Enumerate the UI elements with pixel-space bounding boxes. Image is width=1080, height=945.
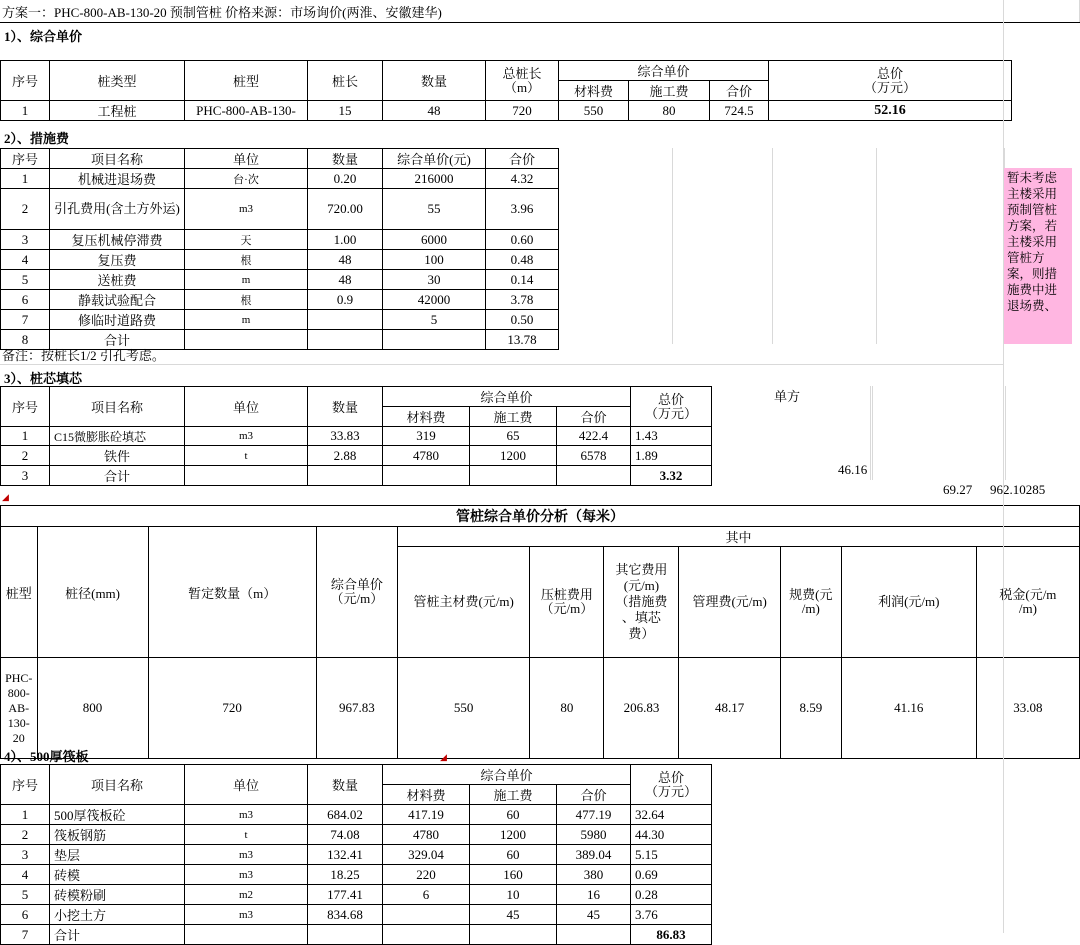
cell-sub [557, 466, 631, 486]
cell-marker-icon: ◢ [2, 492, 9, 502]
cell-qty [308, 310, 383, 330]
cell-pile-model: PHC-800-AB-130- [185, 101, 308, 121]
cell-labor: 65 [470, 427, 557, 446]
th-total-length-line2: （m） [503, 79, 541, 95]
cell-material: 4780 [383, 446, 470, 466]
cell-seq: 2 [1, 446, 50, 466]
th-material: 材料费 [383, 785, 470, 805]
cell-total: 1.89 [631, 446, 712, 466]
right-grid-line [1003, 0, 1004, 933]
doc-header-table [0, 0, 1080, 23]
cell-qty [308, 466, 383, 486]
cell-seq: 7 [1, 925, 50, 945]
cell-unit [185, 466, 308, 486]
cell-price: 55 [383, 189, 486, 230]
section2-remark: 备注：按桩长1/2 引孔考虑。 [2, 348, 165, 363]
cell-price [383, 330, 486, 350]
th-profit: 利润(元/m) [841, 547, 976, 658]
cell-pile-type-l4: 130- [7, 715, 30, 730]
cell-labor: 60 [470, 845, 557, 865]
th-diameter: 桩径(mm) [37, 527, 148, 658]
cell-qty: 2.88 [308, 446, 383, 466]
cell-total: 0.28 [631, 885, 712, 905]
grid-col [872, 386, 1006, 480]
cell-seq: 6 [1, 290, 50, 310]
cell-qty: 834.68 [308, 905, 383, 925]
th-seq: 序号 [1, 61, 50, 101]
cell-total: 52.16 [769, 101, 1012, 121]
th-unit-cube: 单方 [774, 389, 801, 404]
th-management [679, 547, 780, 658]
cell-sub: 13.78 [486, 330, 559, 350]
cell-price: 5 [383, 310, 486, 330]
cell-item-name: 砖模粉刷 [50, 885, 185, 905]
section4-table [0, 505, 1080, 759]
cell-total-length: 720 [486, 101, 559, 121]
th-other-l1: 其它费用 [615, 562, 668, 577]
th-seq: 序号 [1, 387, 50, 427]
grid-separator [672, 148, 673, 344]
cell-unit: m [185, 310, 308, 330]
cell-sub: 0.48 [486, 250, 559, 270]
cell-seq: 4 [1, 250, 50, 270]
cell-sub: 0.50 [486, 310, 559, 330]
cell-material: 319 [383, 427, 470, 446]
cell-item-name: 合计 [50, 925, 185, 945]
cell-unit: m2 [185, 885, 308, 905]
cell-marker-icon: ◢ [440, 752, 447, 762]
cell-regulatory: 8.59 [780, 658, 841, 759]
cell-sub [557, 925, 631, 945]
cell-total: 0.69 [631, 865, 712, 885]
th-quantity: 数量 [383, 61, 486, 101]
th-quantity: 数量 [308, 387, 383, 427]
cell-unit [185, 330, 308, 350]
side-note: 暂未考虑主楼采用预制管桩方案，若主楼采用管桩方案，则措施费中进退场费、 [1004, 168, 1072, 344]
th-unit: 单位 [185, 765, 308, 805]
cell-item-name: 砖模 [50, 865, 185, 885]
cell-item-name: 筏板钢筋 [50, 825, 185, 845]
cell-unit: m3 [185, 905, 308, 925]
cell-qty [308, 925, 383, 945]
th-pressing-l1: 压桩费用 [540, 587, 593, 602]
cell-sub: 422.4 [557, 427, 631, 446]
cell-seq: 4 [1, 865, 50, 885]
cell-seq: 7 [1, 310, 50, 330]
cell-seq: 5 [1, 270, 50, 290]
th-regulatory-l1: 规费(元 [789, 587, 833, 602]
cell-material: 329.04 [383, 845, 470, 865]
cell-sub: 0.14 [486, 270, 559, 290]
th-total-line1: 总价 [657, 769, 684, 785]
th-pressing [530, 547, 604, 658]
cell-seq: 6 [1, 905, 50, 925]
cell-unit: t [185, 825, 308, 845]
th-pile-type: 桩类型 [50, 61, 185, 101]
cell-pile-type-l5: 20 [12, 730, 25, 745]
cell-comp-price: 967.83 [316, 658, 397, 759]
cell-item-name: 小挖土方 [50, 905, 185, 925]
th-pile-model: 桩型 [185, 61, 308, 101]
cell-item-name: 机械进退场费 [50, 169, 185, 189]
cell-labor: 45 [470, 905, 557, 925]
cell-qty: 74.08 [308, 825, 383, 845]
cell-main-material: 550 [398, 658, 530, 759]
cell-sub: 16 [557, 885, 631, 905]
cell-item-name: 引孔费用(含土方外运) [50, 189, 185, 230]
th-comp-price-l2: （元/m） [330, 591, 384, 606]
cell-qty: 33.83 [308, 427, 383, 446]
extra-value-1: 69.27 [943, 482, 973, 497]
cell-seq: 8 [1, 330, 50, 350]
th-regulatory [780, 547, 841, 658]
cell-item-name: C15微膨胀砼填芯 [50, 427, 185, 446]
th-comp-price-group: 综合单价 [383, 765, 631, 785]
section3-table [0, 386, 712, 486]
cell-provisional-qty: 720 [148, 658, 316, 759]
cell-labor: 80 [629, 101, 710, 121]
th-regulatory-l2: /m) [801, 601, 820, 616]
th-comp-price-group: 综合单价 [383, 387, 631, 407]
th-quantity: 数量 [308, 765, 383, 805]
cell-seq: 3 [1, 845, 50, 865]
cell-total: 5.15 [631, 845, 712, 865]
section5-title: 4）、500厚筏板 [4, 749, 89, 764]
th-total [631, 387, 712, 427]
th-quantity: 数量 [308, 149, 383, 169]
cell-qty: 177.41 [308, 885, 383, 905]
th-total-line2: （万元） [644, 783, 697, 799]
cell-qty: 0.20 [308, 169, 383, 189]
cell-material [383, 466, 470, 486]
cell-price: 6000 [383, 230, 486, 250]
section2-title: 2）、措施费 [4, 131, 70, 146]
cell-pile-type-l2: 800- [7, 685, 30, 700]
cell-seq: 1 [1, 169, 50, 189]
cell-total: 1.43 [631, 427, 712, 446]
cell-seq: 3 [1, 230, 50, 250]
cell-seq: 5 [1, 885, 50, 905]
th-provisional-qty: 暂定数量（m） [148, 527, 316, 658]
th-other-l5: 费） [628, 626, 655, 641]
th-material: 材料费 [559, 81, 629, 101]
cell-other: 206.83 [604, 658, 679, 759]
th-labor: 施工费 [470, 785, 557, 805]
cell-unit: m3 [185, 805, 308, 825]
cell-unit [185, 925, 308, 945]
cell-seq: 3 [1, 466, 50, 486]
cell-sub: 3.96 [486, 189, 559, 230]
th-pile-length: 桩长 [308, 61, 383, 101]
doc-header-text: 方案一：PHC-800-AB-130-20 预制管桩 价格来源：市场询价(两淮、安徽建华) [0, 0, 1003, 23]
cell-sub: 3.78 [486, 290, 559, 310]
th-main-material: 管桩主材费(元/m) [398, 547, 530, 658]
th-unit: 单位 [185, 387, 308, 427]
th-comp-price: 综合单价(元) [383, 149, 486, 169]
th-other-l2: (元/m) [623, 578, 660, 593]
cell-price: 42000 [383, 290, 486, 310]
section1-title: 1）、综合单价 [4, 29, 83, 44]
cell-item-name: 修临时道路费 [50, 310, 185, 330]
cell-item-name: 复压费 [50, 250, 185, 270]
cell-item-name: 500厚筏板砼 [50, 805, 185, 825]
cell-sub: 380 [557, 865, 631, 885]
th-subtotal: 合价 [486, 149, 559, 169]
cell-item-name: 合计 [50, 466, 185, 486]
cell-unit: 台·次 [185, 169, 308, 189]
cell-sub: 6578 [557, 446, 631, 466]
cell-total: 32.64 [631, 805, 712, 825]
cell-sub: 389.04 [557, 845, 631, 865]
cell-management: 48.17 [679, 658, 780, 759]
cell-qty [308, 330, 383, 350]
cell-price: 30 [383, 270, 486, 290]
cell-unit: 根 [185, 250, 308, 270]
th-subtotal: 合价 [557, 785, 631, 805]
th-pile-type: 桩型 [1, 527, 38, 658]
th-other [604, 547, 679, 658]
cell-tax: 33.08 [976, 658, 1079, 759]
cell-material: 550 [559, 101, 629, 121]
cell-unit: m3 [185, 427, 308, 446]
th-item-name: 项目名称 [50, 387, 185, 427]
grid-area-right [600, 148, 1005, 344]
cell-qty: 132.41 [308, 845, 383, 865]
cell-material [383, 905, 470, 925]
cell-total: 86.83 [631, 925, 712, 945]
cell-profit: 41.16 [841, 658, 976, 759]
cell-pile-type-l3: AB- [8, 700, 30, 715]
cell-unit: m3 [185, 845, 308, 865]
th-total-line2: （万元） [863, 79, 916, 95]
extra-value-2: 962.10285 [990, 482, 1046, 497]
cell-item-name: 静载试验配合 [50, 290, 185, 310]
cell-item-name: 合计 [50, 330, 185, 350]
section4-title: 管桩综合单价分析（每米） [1, 506, 1080, 527]
cell-seq: 2 [1, 189, 50, 230]
cell-unit-cube-value: 46.16 [838, 462, 868, 477]
cell-labor: 60 [470, 805, 557, 825]
cell-unit: m3 [185, 865, 308, 885]
cell-item-name: 复压机械停滞费 [50, 230, 185, 250]
remark-divider [0, 364, 1003, 365]
th-tax [976, 547, 1079, 658]
cell-item-name: 垫层 [50, 845, 185, 865]
grid-separator [772, 148, 773, 344]
cell-labor [470, 466, 557, 486]
th-total-length [486, 61, 559, 101]
cell-sub: 4.32 [486, 169, 559, 189]
th-item-name: 项目名称 [50, 765, 185, 805]
cell-labor: 1200 [470, 446, 557, 466]
cell-material [383, 925, 470, 945]
cell-subtotal: 724.5 [710, 101, 769, 121]
th-seq: 序号 [1, 765, 50, 805]
th-unit: 单位 [185, 149, 308, 169]
th-labor: 施工费 [470, 407, 557, 427]
th-labor: 施工费 [629, 81, 710, 101]
cell-labor [470, 925, 557, 945]
th-management-l1: 管理费(元/m) [692, 594, 767, 609]
th-total [769, 61, 1012, 101]
cell-labor: 160 [470, 865, 557, 885]
cell-quantity: 48 [383, 101, 486, 121]
cell-unit: m3 [185, 189, 308, 230]
th-total-line1: 总价 [657, 391, 684, 407]
cell-pressing: 80 [530, 658, 604, 759]
cell-diameter: 800 [37, 658, 148, 759]
th-comp-price-group: 综合单价 [559, 61, 769, 81]
th-tax-l1: 税金(元/m [999, 587, 1057, 602]
cell-seq: 1 [1, 805, 50, 825]
cell-unit: m [185, 270, 308, 290]
cell-unit: t [185, 446, 308, 466]
cell-seq: 1 [1, 101, 50, 121]
cell-sub: 5980 [557, 825, 631, 845]
cell-total: 44.30 [631, 825, 712, 845]
cell-qty: 48 [308, 250, 383, 270]
cell-material: 417.19 [383, 805, 470, 825]
cell-unit: 天 [185, 230, 308, 250]
th-total-line2: （万元） [644, 405, 697, 421]
cell-sub: 45 [557, 905, 631, 925]
grid-separator [876, 148, 877, 344]
cell-price: 216000 [383, 169, 486, 189]
cell-pile-type: 工程桩 [50, 101, 185, 121]
th-total-length-line1: 总桩长 [502, 65, 542, 81]
cell-labor: 1200 [470, 825, 557, 845]
th-item-name: 项目名称 [50, 149, 185, 169]
cell-seq: 1 [1, 427, 50, 446]
th-other-l3: （措施费 [615, 594, 668, 609]
cell-qty: 0.9 [308, 290, 383, 310]
cell-seq: 2 [1, 825, 50, 845]
cell-price: 100 [383, 250, 486, 270]
cell-qty: 18.25 [308, 865, 383, 885]
th-comp-price-l1: 综合单价 [330, 577, 383, 592]
th-tax-l2: /m) [1018, 601, 1037, 616]
section2-table [0, 148, 559, 350]
cell-material: 6 [383, 885, 470, 905]
th-subtotal: 合价 [710, 81, 769, 101]
cell-item-name: 铁件 [50, 446, 185, 466]
cell-unit: 根 [185, 290, 308, 310]
th-total-line1: 总价 [876, 65, 903, 81]
th-other-l4: 、填芯 [621, 610, 661, 625]
cell-qty: 48 [308, 270, 383, 290]
cell-sub: 477.19 [557, 805, 631, 825]
th-comp-price [316, 527, 397, 658]
cell-qty: 1.00 [308, 230, 383, 250]
cell-pile-type-l1: PHC- [5, 670, 33, 685]
cell-qty: 684.02 [308, 805, 383, 825]
th-pressing-l2: （元/m） [540, 601, 594, 616]
th-seq: 序号 [1, 149, 50, 169]
cell-item-name: 送桩费 [50, 270, 185, 290]
section3-title: 3）、桩芯填芯 [4, 371, 83, 386]
cell-labor: 10 [470, 885, 557, 905]
cell-total: 3.32 [631, 466, 712, 486]
cell-total: 3.76 [631, 905, 712, 925]
cell-qty: 720.00 [308, 189, 383, 230]
th-material: 材料费 [383, 407, 470, 427]
section1-table [0, 60, 1012, 121]
section5-table [0, 764, 712, 945]
cell-material: 4780 [383, 825, 470, 845]
th-total [631, 765, 712, 805]
cell-pile-length: 15 [308, 101, 383, 121]
spacer-cell [1003, 0, 1079, 23]
th-group-other: 其中 [398, 527, 1080, 547]
th-subtotal: 合价 [557, 407, 631, 427]
cell-sub: 0.60 [486, 230, 559, 250]
cell-material: 220 [383, 865, 470, 885]
